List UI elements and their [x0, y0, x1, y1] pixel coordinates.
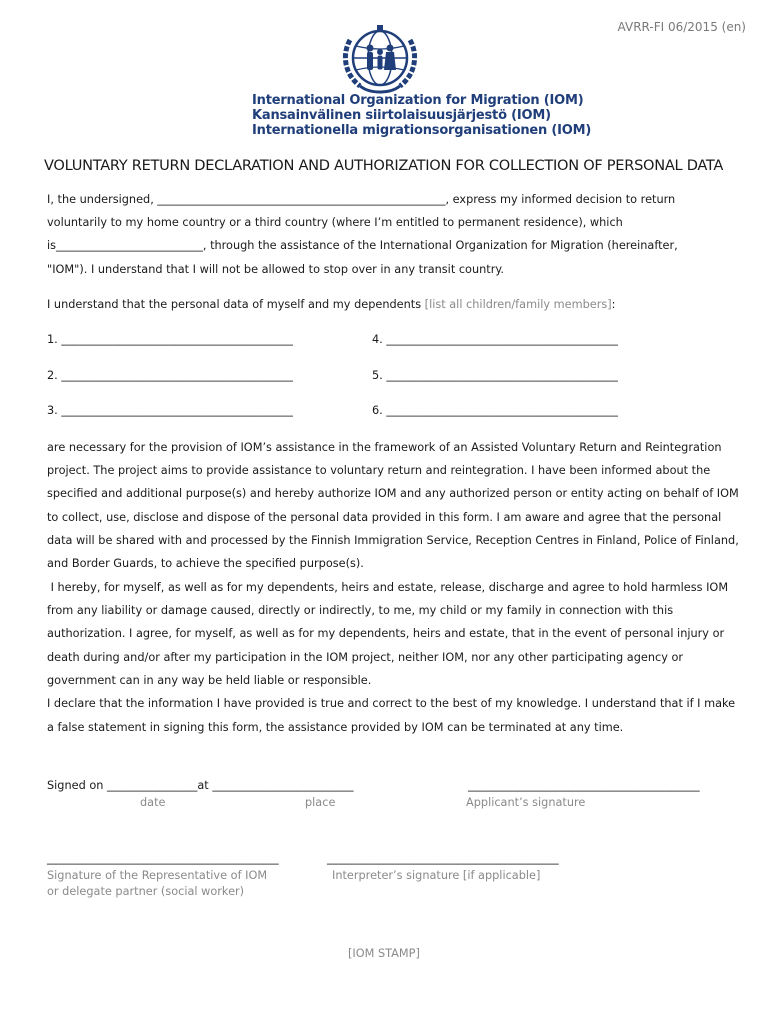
dependent-field-4[interactable]: 4. _________________________________________: [372, 333, 618, 346]
applicant-signature-label: Applicant’s signature: [466, 796, 586, 809]
interpreter-signature-field[interactable]: _________________________________________: [327, 852, 559, 865]
body-line: a false statement in signing this form, the assistance provided by IOM can be terminated at any time.: [47, 721, 624, 734]
org-name-swedish: Internationella migrationsorganisationen (IOM): [252, 123, 592, 138]
dependent-field-5[interactable]: 5. _________________________________________: [372, 369, 618, 382]
body-line: I hereby, for myself, as well as for my dependents, heirs and estate, release, discharge and agree to hold harmless IOM: [47, 581, 729, 594]
iom-stamp-placeholder: [IOM STAMP]: [348, 947, 420, 960]
intro-line-3: is__________________________, through the assistance of the International Organization for Migration (hereinafter,: [47, 239, 678, 252]
body-line: government can in any way be held liable or responsible.: [47, 674, 372, 687]
representative-label-1: Signature of the Representative of IOM: [47, 869, 268, 882]
body-line: are necessary for the provision of IOM’s assistance in the framework of an Assisted Voluntary Return and Reintegration: [47, 441, 722, 454]
representative-label-2: or delegate partner (social worker): [47, 885, 245, 898]
place-label: place: [305, 796, 336, 809]
body-line: from any liability or damage caused, directly or indirectly, to me, my child or my family in connection with this: [47, 604, 674, 617]
body-line: project. The project aims to provide assistance to voluntary return and reintegration. I have been informed about the: [47, 464, 711, 477]
body-line: and Border Guards, to achieve the specified purpose(s).: [47, 557, 364, 570]
signed-on-field[interactable]: Signed on ________________at _________________________: [47, 779, 354, 792]
intro-line-1: I, the undersigned, ___________________________________________________, express my informed decision to return: [47, 193, 676, 206]
applicant-signature-field[interactable]: _________________________________________: [468, 779, 700, 792]
intro-line-2: voluntarily to my home country or a third country (where I’m entitled to permanent residence), which: [47, 216, 623, 229]
intro-line-4: "IOM"). I understand that I will not be allowed to stop over in any transit country.: [47, 263, 505, 276]
form-reference: AVRR-FI 06/2015 (en): [617, 20, 746, 34]
iom-logo-icon: [336, 22, 424, 98]
org-name-finnish: Kansainvälinen siirtolaisuusjärjestö (IOM): [252, 108, 551, 123]
org-name-english: International Organization for Migration (IOM): [252, 93, 584, 108]
representative-signature-field[interactable]: _________________________________________: [47, 852, 279, 865]
date-label: date: [140, 796, 166, 809]
dependents-lead: [47, 293, 615, 316]
body-line: specified and additional purpose(s) and hereby authorize IOM and any authorized person or entity acting on behalf of IOM: [47, 487, 739, 500]
body-line: data will be shared with and processed by the Finnish Immigration Service, Reception Centres in Finland, Police of Finland,: [47, 534, 739, 547]
body-line: I declare that the information I have provided is true and correct to the best of my knowledge. I understand that if I make: [47, 697, 736, 710]
dependent-field-6[interactable]: 6. _________________________________________: [372, 404, 618, 417]
dependent-field-1[interactable]: 1. _________________________________________: [47, 333, 293, 346]
body-line: to collect, use, disclose and dispose of the personal data provided in this form. I am aware and agree that the personal: [47, 511, 722, 524]
dependents-colon: :: [611, 298, 616, 311]
document-title: VOLUNTARY RETURN DECLARATION AND AUTHORIZATION FOR COLLECTION OF PERSONAL DATA: [44, 157, 724, 174]
dependent-field-2[interactable]: 2. _________________________________________: [47, 369, 293, 382]
dependents-hint: [list all children/family members]: [424, 298, 612, 311]
dependents-lead-text: I understand that the personal data of myself and my dependents: [47, 298, 425, 311]
body-line: authorization. I agree, for myself, as well as for my dependents, heirs and estate, that in the event of personal injury or: [47, 627, 725, 640]
interpreter-label: Interpreter’s signature [if applicable]: [332, 869, 541, 882]
dependent-field-3[interactable]: 3. _________________________________________: [47, 404, 293, 417]
body-line: death during and/or after my participation in the IOM project, neither IOM, nor any other participating agency or: [47, 651, 684, 664]
